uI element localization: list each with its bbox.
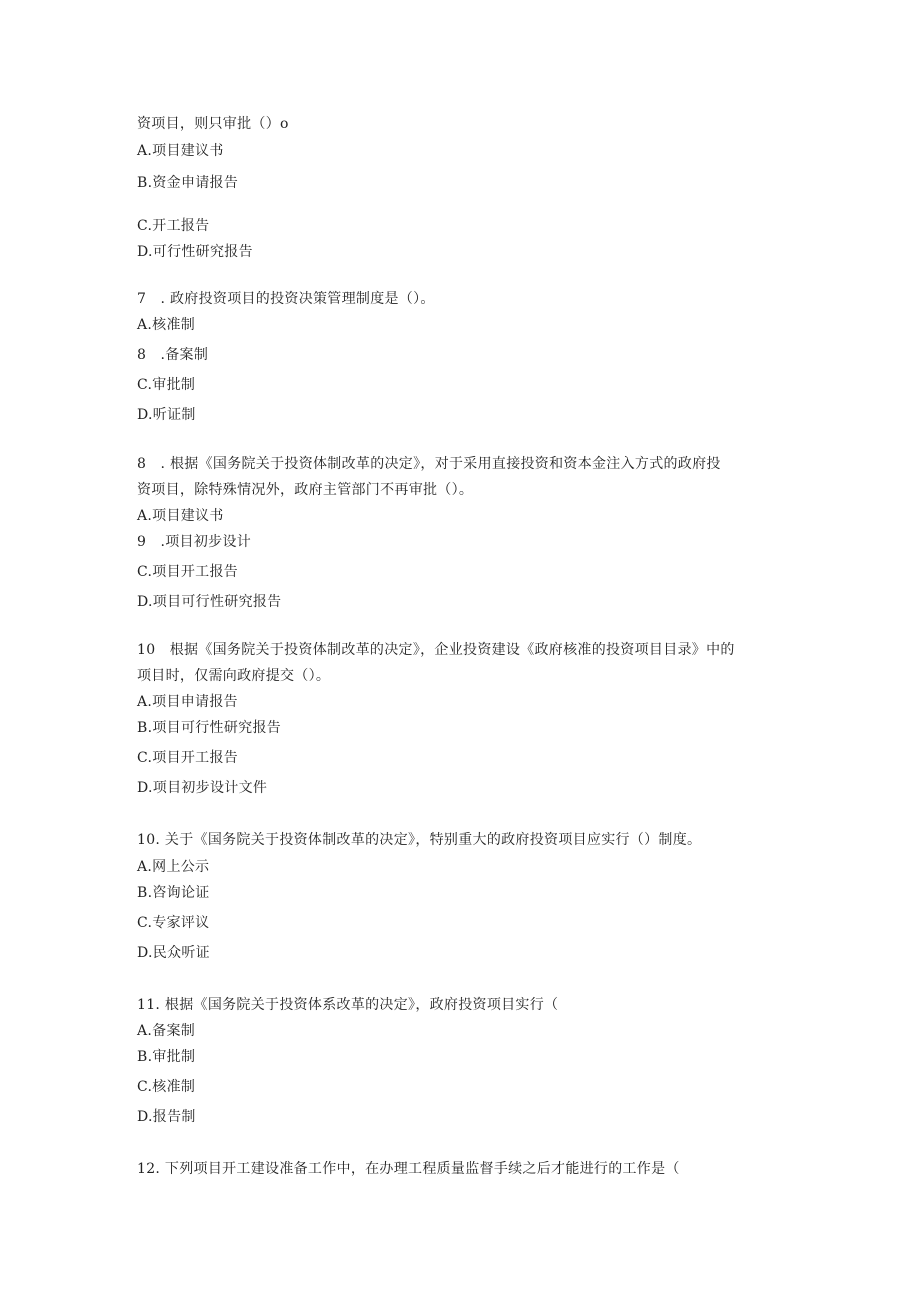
q11-option-a: A.备案制 [137,1023,196,1039]
question-11-stem: 11. 根据《国务院关于投资体系改革的决定》，政府投资项目实行（ [137,997,559,1013]
question-10a-stem: 10 根据《国务院关于投资体制改革的决定》，企业投资建设《政府核准的投资项目目录》中的 [137,642,735,658]
q10a-option-c: C.项目开工报告 [137,750,239,766]
q8-option-a: A.项目建议书 [137,508,224,524]
question-10a-stem-line-2: 项目时，仅需向政府提交（）。 [137,668,331,684]
question-12-stem: 12. 下列项目开工建设准备工作中，在办理工程质量监督手续之后才能进行的工作是（ [137,1161,680,1177]
question-10b-stem: 10. 关于《国务院关于投资体制改革的决定》，特别重大的政府投资项目应实行（）制度。 [137,832,702,848]
q7-option-a: A.核准制 [137,317,196,333]
q10b-option-c: C.专家评议 [137,915,210,931]
q10b-option-a: A.网上公示 [137,859,210,875]
q10a-option-a: A.项目申请报告 [137,694,238,710]
q7-option-b: 8 .备案制 [137,347,209,363]
q6-option-b: B.资金申请报告 [137,175,239,191]
q6-option-a: A.项目建议书 [137,143,224,159]
q10b-option-b: B.咨询论证 [137,885,210,901]
q8-option-d: D.项目可行性研究报告 [137,594,282,610]
q6-option-c: C.开工报告 [137,218,210,234]
q6-option-d: D.可行性研究报告 [137,244,253,260]
q10a-option-d: D.项目初步设计文件 [137,780,268,796]
q7-option-c: C.审批制 [137,377,196,393]
q11-option-d: D.报告制 [137,1109,196,1125]
q10a-option-b: B.项目可行性研究报告 [137,720,282,736]
question-8-stem: 8 . 根据《国务院关于投资体制改革的决定》，对于采用直接投资和资本金注入方式的政府投 [137,456,721,472]
q10b-option-d: D.民众听证 [137,945,210,961]
question-6-stem-continued: 资项目，则只审批（）o [137,116,289,132]
q11-option-b: B.审批制 [137,1049,196,1065]
q8-option-c: C.项目开工报告 [137,564,239,580]
q7-option-d: D.听证制 [137,407,196,423]
q11-option-c: C.核准制 [137,1079,196,1095]
question-7-stem: 7 . 政府投资项目的投资决策管理制度是（）。 [137,291,435,307]
q8-option-b: 9 .项目初步设计 [137,534,252,550]
question-8-stem-line-2: 资项目，除特殊情况外，政府主管部门不再审批（）。 [137,482,474,498]
